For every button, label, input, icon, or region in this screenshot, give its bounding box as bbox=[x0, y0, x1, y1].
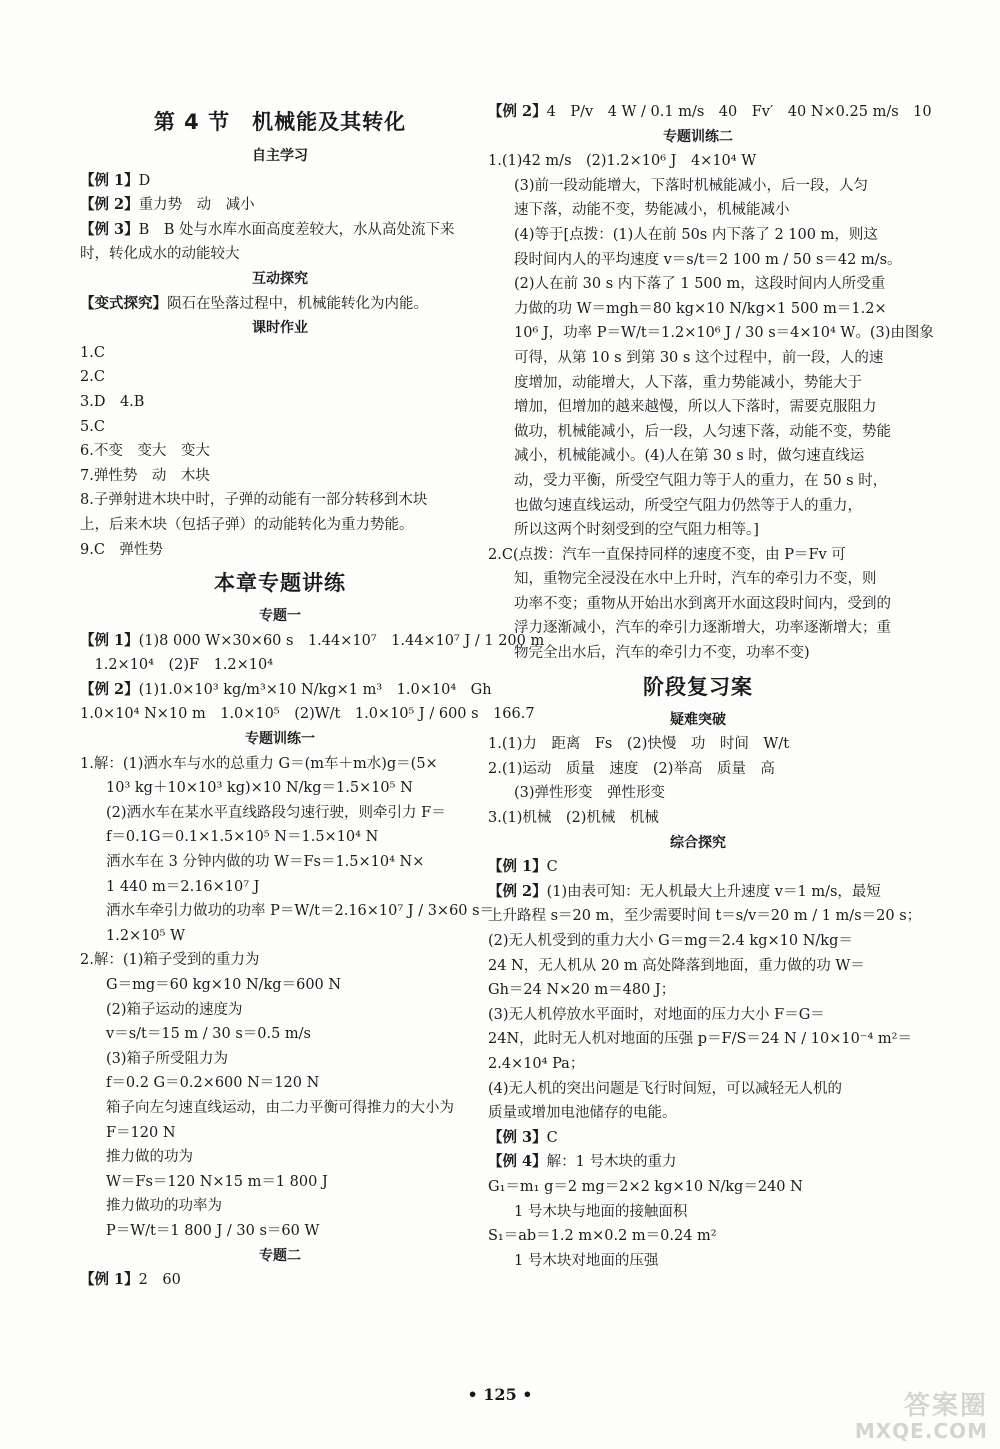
line-text: 1 440 m＝2.16×10⁷ J bbox=[106, 878, 260, 895]
line-text: 10⁶ J，功率 P＝W/t＝1.2×10⁶ J / 30 s＝4×10⁴ W。(3)由图象 bbox=[514, 325, 934, 342]
text-line bbox=[488, 616, 908, 641]
text-line bbox=[488, 469, 908, 494]
line-text: (4)等于[点拨：(1)人在前 50s 内下落了 2 100 m，则这 bbox=[514, 226, 878, 243]
line-text: 3.D 4.B bbox=[80, 393, 145, 410]
section-heading bbox=[80, 727, 480, 752]
text-line bbox=[488, 321, 934, 346]
text-line bbox=[80, 1219, 480, 1244]
text-line bbox=[488, 1224, 908, 1249]
text-line bbox=[80, 365, 480, 390]
line-text: 2.C bbox=[80, 369, 105, 386]
text-line bbox=[80, 1268, 480, 1293]
line-text: 做功，机械能减小，后一段，人匀速下落，动能不变，势能 bbox=[514, 423, 891, 440]
text-line bbox=[80, 875, 480, 900]
text-line bbox=[80, 538, 480, 563]
example-tag: 【例 2】 bbox=[488, 882, 547, 900]
section-heading bbox=[488, 831, 908, 856]
line-text: 2.4×10⁴ Pa； bbox=[488, 1055, 585, 1072]
text-line bbox=[488, 100, 932, 125]
line-text: (1)由表可知：无人机最大上升速度 v＝1 m/s，最短 bbox=[546, 883, 881, 900]
line-text: 8.子弹射进木块中时，子弹的动能有一部分转移到木块 bbox=[80, 492, 428, 509]
text-line bbox=[80, 341, 480, 366]
text-line bbox=[488, 494, 908, 519]
line-text: 所以这两个时刻受到的空气阻力相等。] bbox=[514, 522, 759, 539]
line-text: 可得，从第 10 s 到第 30 s 这个过程中，前一段，人的速 bbox=[514, 349, 884, 366]
text-line bbox=[80, 488, 480, 513]
line-text: D bbox=[138, 172, 151, 189]
text-line bbox=[488, 518, 908, 543]
line-text: 10³ kg＋10×10³ kg)×10 N/kg＝1.5×10⁵ N bbox=[106, 780, 413, 797]
line-text: 1.(1)力 距离 Fs (2)快慢 功 时间 W/t bbox=[488, 736, 790, 753]
line-text: 知，重物完全浸没在水中上升时，汽车的牵引力不变，则 bbox=[514, 571, 877, 588]
line-text: 9.C 弹性势 bbox=[80, 541, 163, 558]
text-line bbox=[488, 1175, 908, 1200]
line-text: 也做匀速直线运动，所受空气阻力仍然等于人的重力， bbox=[514, 497, 862, 514]
line-text: 力做的功 W＝mgh＝80 kg×10 N/kg×1 500 m＝1.2× bbox=[514, 300, 887, 317]
text-line bbox=[80, 1121, 480, 1146]
text-line bbox=[80, 390, 480, 415]
line-text: 疑难突破 bbox=[670, 711, 726, 728]
text-line bbox=[80, 218, 480, 243]
text-line bbox=[80, 415, 480, 440]
text-line bbox=[80, 292, 480, 317]
text-line bbox=[488, 272, 908, 297]
line-text: 2.(1)运动 质量 速度 (2)举高 质量 高 bbox=[488, 760, 775, 777]
text-line bbox=[80, 924, 480, 949]
text-line bbox=[488, 346, 908, 371]
section-heading bbox=[80, 144, 480, 169]
line-text: 上，后来木块（包括子弹）的动能转化为重力势能。 bbox=[80, 516, 414, 533]
text-line bbox=[488, 1027, 912, 1052]
line-text: Gh＝24 N×20 m＝480 J； bbox=[488, 982, 676, 999]
line-text: 箱子向左匀速直线运动，由二力平衡可得推力的大小为 bbox=[106, 1099, 454, 1116]
example-tag: 【例 4】 bbox=[488, 1153, 547, 1171]
line-text: (2)无人机受到的重力大小 G＝mg＝2.4 kg×10 N/kg＝ bbox=[488, 933, 853, 949]
line-text: 1.2×10⁵ W bbox=[106, 927, 185, 944]
text-line bbox=[488, 567, 908, 592]
line-text: 洒水车牵引力做功的功率 P＝W/t＝2.16×10⁷ J / 3×60 s＝ bbox=[106, 903, 495, 920]
line-text: 1 号木块与地面的接触面积 bbox=[514, 1203, 688, 1220]
text-line bbox=[80, 1145, 480, 1170]
text-line bbox=[80, 1096, 480, 1121]
line-text: 2 60 bbox=[138, 1272, 181, 1289]
line-text: 推力做功的功率为 bbox=[106, 1198, 222, 1215]
text-line bbox=[488, 444, 908, 469]
line-text: 功率不变；重物从开始出水到离开水面这段时间内，受到的 bbox=[514, 595, 891, 612]
line-text: 24 N，无人机从 20 m 高处降落到地面，重力做的功 W＝ bbox=[488, 957, 865, 974]
text-line bbox=[488, 297, 908, 322]
line-text: 专题一 bbox=[259, 608, 301, 625]
watermark-logo bbox=[828, 1392, 988, 1444]
text-line bbox=[80, 1170, 480, 1195]
text-line bbox=[80, 825, 480, 850]
section-heading bbox=[80, 100, 480, 144]
line-text: 增加，但增加的越来越慢，所以人下落时，需要克服阻力 bbox=[514, 399, 877, 416]
text-line bbox=[488, 395, 908, 420]
section-heading bbox=[488, 125, 908, 150]
line-text: v＝s/t＝15 m / 30 s＝0.5 m/s bbox=[106, 1026, 312, 1043]
line-text: 浮力逐渐减小，汽车的牵引力逐渐增大，功率逐渐增大；重 bbox=[514, 620, 891, 637]
text-line bbox=[80, 1194, 480, 1219]
text-line bbox=[80, 169, 480, 194]
line-text: 推力做的功为 bbox=[106, 1149, 193, 1166]
line-text: 自主学习 bbox=[252, 148, 308, 164]
watermark-title: 答案圈 bbox=[903, 1391, 988, 1421]
line-text: 2.C(点拨：汽车一直保持同样的速度不变，由 P＝Fv 可 bbox=[488, 546, 846, 563]
text-line bbox=[488, 1101, 908, 1126]
text-line bbox=[488, 420, 908, 445]
text-line bbox=[488, 880, 908, 905]
line-text: 物完全出水后，汽车的牵引力不变，功率不变) bbox=[514, 645, 810, 662]
line-text: P＝W/t＝1 800 J / 30 s＝60 W bbox=[106, 1222, 320, 1239]
line-text: 1 号木块对地面的压强 bbox=[514, 1252, 659, 1269]
text-line bbox=[488, 174, 908, 199]
line-text: C bbox=[546, 859, 558, 876]
section-heading bbox=[80, 267, 480, 292]
line-text: 时，转化成水的动能较大 bbox=[80, 246, 240, 263]
text-line bbox=[80, 629, 545, 654]
text-line bbox=[488, 1150, 908, 1175]
text-line bbox=[80, 678, 492, 703]
text-line bbox=[80, 850, 480, 875]
line-text: B B 处与水库水面高度差较大，水从高处流下来 bbox=[138, 221, 455, 238]
line-text: S₁＝ab＝1.2 m×0.2 m＝0.24 m² bbox=[488, 1228, 717, 1245]
line-text: 解：1 号木块的重力 bbox=[546, 1154, 677, 1171]
line-text: (1)8 000 W×30×60 s 1.44×10⁷ 1.44×10⁷ J / 1 200 m bbox=[138, 632, 545, 649]
text-line bbox=[80, 998, 480, 1023]
line-text: (3)箱子所受阻力为 bbox=[106, 1050, 229, 1067]
section-heading bbox=[488, 708, 908, 733]
line-text: (3)弹性形变 弹性形变 bbox=[514, 785, 666, 802]
line-text: 重力势 动 减小 bbox=[138, 197, 255, 214]
section-heading bbox=[80, 604, 480, 629]
text-line bbox=[488, 198, 908, 223]
text-line bbox=[80, 242, 480, 267]
text-line bbox=[80, 1071, 480, 1096]
text-line bbox=[488, 1126, 908, 1151]
text-line bbox=[488, 954, 908, 979]
line-text: f＝0.1G＝0.1×1.5×10⁵ N＝1.5×10⁴ N bbox=[106, 829, 379, 846]
example-tag: 【变式探究】 bbox=[80, 294, 167, 312]
text-line bbox=[488, 855, 908, 880]
line-text: 度增加，动能增大，人下落，重力势能减小，势能大于 bbox=[514, 374, 862, 391]
line-text: (2)箱子运动的速度为 bbox=[106, 1001, 243, 1018]
line-text: (4)无人机的突出问题是飞行时间短，可以减轻无人机的 bbox=[488, 1080, 843, 1097]
line-text: 互动探究 bbox=[252, 270, 308, 287]
line-text: 6.不变 变大 变大 bbox=[80, 443, 210, 460]
text-line bbox=[488, 149, 908, 174]
example-tag: 【例 2】 bbox=[80, 680, 139, 698]
text-line bbox=[80, 1047, 480, 1072]
text-line bbox=[488, 904, 922, 929]
line-text: 专题二 bbox=[259, 1247, 301, 1264]
line-text: 5.C bbox=[80, 418, 105, 435]
line-text: 1.解：(1)洒水车与水的总重力 G＝(m车＋m水)g＝(5× bbox=[80, 755, 438, 772]
line-text: 上升路程 s＝20 m，至少需要时间 t＝s/v＝20 m / 1 m/s＝20 s； bbox=[488, 908, 922, 925]
text-line bbox=[488, 1200, 908, 1225]
line-text: (2)洒水车在某水平直线路段匀速行驶，则牵引力 F＝ bbox=[106, 804, 446, 821]
example-tag: 【例 1】 bbox=[80, 171, 139, 189]
line-text: f＝0.2 G＝0.2×600 N＝120 N bbox=[106, 1075, 320, 1092]
text-line bbox=[80, 899, 495, 924]
line-text: 课时作业 bbox=[252, 320, 308, 337]
line-text: 24N，此时无人机对地面的压强 p＝F/S＝24 N / 10×10⁻⁴ m²＝ bbox=[488, 1031, 912, 1048]
line-text: 洒水车在 3 分钟内做的功 W＝Fs＝1.5×10⁴ N× bbox=[106, 854, 425, 871]
example-tag: 【例 1】 bbox=[80, 631, 139, 649]
text-line bbox=[488, 371, 908, 396]
line-text: 第 4 节 机械能及其转化 bbox=[153, 110, 407, 134]
line-text: 专题训练一 bbox=[245, 731, 315, 748]
text-line bbox=[488, 806, 908, 831]
line-text: 阶段复习案 bbox=[643, 674, 753, 699]
example-tag: 【例 3】 bbox=[80, 220, 139, 238]
line-text: C bbox=[546, 1129, 558, 1146]
right-column bbox=[488, 100, 934, 1273]
line-text: G＝mg＝60 kg×10 N/kg＝600 N bbox=[106, 977, 342, 993]
text-line bbox=[80, 801, 480, 826]
example-tag: 【例 1】 bbox=[488, 858, 547, 876]
text-line bbox=[488, 248, 908, 273]
line-text: 2.解：(1)箱子受到的重力为 bbox=[80, 952, 260, 969]
text-line bbox=[80, 464, 480, 489]
line-text: 7.弹性势 动 木块 bbox=[80, 467, 210, 484]
section-heading bbox=[80, 1244, 480, 1269]
text-line bbox=[488, 1077, 908, 1102]
line-text: 减小，机械能减小。(4)人在第 30 s 时，做匀速直线运 bbox=[514, 448, 865, 465]
text-line bbox=[488, 1052, 908, 1077]
line-text: 本章专题讲练 bbox=[214, 571, 346, 596]
text-line bbox=[80, 702, 535, 727]
line-text: 1.0×10⁴ N×10 m 1.0×10⁵ (2)W/t 1.0×10⁵ J / 600 s 166.7 bbox=[80, 706, 535, 723]
example-tag: 【例 1】 bbox=[80, 1271, 139, 1289]
text-line bbox=[488, 732, 908, 757]
text-line bbox=[80, 776, 480, 801]
text-line bbox=[80, 948, 480, 973]
line-text: 速下落，动能不变，势能减小，机械能减小 bbox=[514, 202, 790, 219]
text-line bbox=[488, 1003, 908, 1028]
line-text: 质量或增加电池储存的电能。 bbox=[488, 1105, 677, 1122]
text-line bbox=[80, 973, 480, 998]
line-text: (2)人在前 30 s 内下落了 1 500 m，这段时间内人所受重 bbox=[514, 276, 886, 293]
line-text: 3.(1)机械 (2)机械 机械 bbox=[488, 810, 659, 827]
line-text: 段时间内人的平均速度 v＝s/t＝2 100 m / 50 s＝42 m/s。 bbox=[514, 251, 902, 268]
line-text: (1)1.0×10³ kg/m³×10 N/kg×1 m³ 1.0×10⁴ Gh bbox=[138, 681, 492, 698]
line-text: 动，受力平衡，所受空气阻力等于人的重力，在 50 s 时， bbox=[514, 472, 888, 489]
line-text: 陨石在坠落过程中，机械能转化为内能。 bbox=[167, 295, 428, 312]
section-heading bbox=[488, 666, 908, 708]
line-text: G₁＝m₁ g＝2 mg＝2×2 kg×10 N/kg＝240 N bbox=[488, 1178, 803, 1195]
line-text: 专题训练二 bbox=[663, 128, 733, 145]
example-tag: 【例 2】 bbox=[80, 196, 139, 214]
line-text: (3)前一段动能增大，下落时机械能减小，后一段，人匀 bbox=[514, 177, 869, 194]
line-text: 综合探究 bbox=[670, 834, 726, 851]
line-text: 1.2×10⁴ (2)F 1.2×10⁴ bbox=[80, 657, 274, 674]
section-heading bbox=[80, 562, 480, 604]
text-line bbox=[488, 929, 908, 954]
line-text: (3)无人机停放水平面时，对地面的压力大小 F＝G＝ bbox=[488, 1006, 825, 1023]
text-line bbox=[488, 757, 908, 782]
text-line bbox=[488, 223, 908, 248]
line-text: F＝120 N bbox=[106, 1124, 176, 1141]
text-line bbox=[80, 752, 480, 777]
watermark-url: MXQE.COM bbox=[854, 1419, 988, 1443]
text-line bbox=[488, 781, 908, 806]
text-line bbox=[488, 592, 908, 617]
example-tag: 【例 2】 bbox=[488, 103, 547, 120]
text-line bbox=[488, 641, 908, 666]
line-text: 4 P/v 4 W / 0.1 m/s 40 Fv′ 40 N×0.25 m/s 10 bbox=[546, 104, 932, 120]
text-line bbox=[80, 1022, 480, 1047]
text-line bbox=[80, 439, 480, 464]
line-text: 1.(1)42 m/s (2)1.2×10⁶ J 4×10⁴ W bbox=[488, 153, 757, 170]
text-line bbox=[488, 1249, 908, 1274]
text-line bbox=[488, 543, 908, 568]
line-text: 1.C bbox=[80, 344, 105, 361]
text-line bbox=[80, 653, 480, 678]
line-text: W＝Fs＝120 N×15 m＝1 800 J bbox=[106, 1173, 328, 1190]
text-line bbox=[80, 193, 480, 218]
example-tag: 【例 3】 bbox=[488, 1128, 547, 1146]
page-number: • 125 • bbox=[467, 1385, 533, 1404]
section-heading bbox=[80, 316, 480, 341]
text-line bbox=[488, 978, 908, 1003]
text-line bbox=[80, 513, 480, 538]
